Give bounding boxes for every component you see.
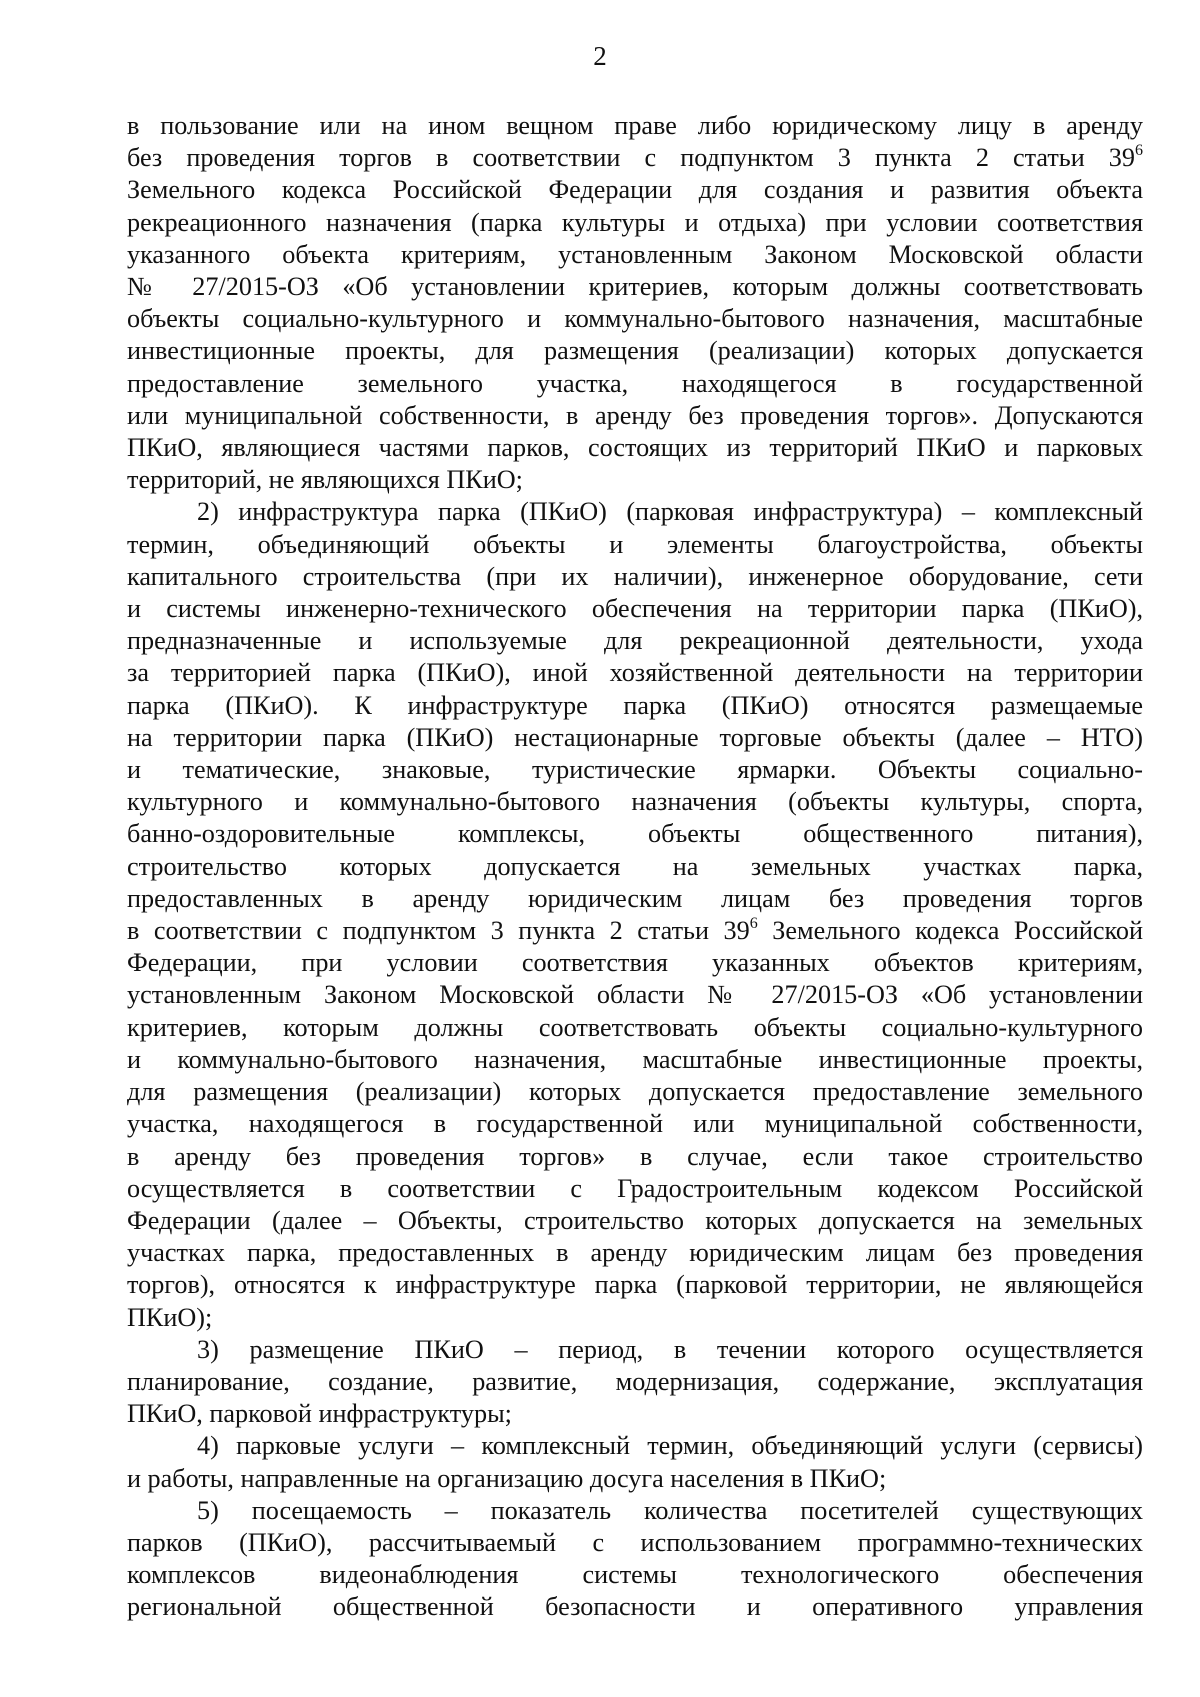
text-line: рекреационного назначения (парка культуры и отдыха) при условии соответствия bbox=[127, 207, 1143, 237]
text-line: участках парка, предоставленных в аренду юридическим лицам без проведения bbox=[127, 1238, 1143, 1268]
text-line: парков (ПКиО), рассчитываемый с использованием программно-технических bbox=[127, 1527, 1143, 1557]
paragraph-p4 bbox=[127, 1495, 1143, 1624]
text-line: ПКиО, являющиеся частями парков, состоящих из территорий ПКиО и парковых bbox=[127, 433, 1143, 463]
text-line: 4) парковые услуги – комплексный термин, объединяющий услуги (сервисы) bbox=[197, 1431, 1143, 1461]
text-line: капитального строительства (при их наличии), инженерное оборудование, сети bbox=[127, 561, 1143, 591]
text-line: банно-оздоровительные комплексы, объекты общественного питания), bbox=[127, 819, 1143, 849]
text-line: критериев, которым должны соответствовать объекты социально-культурного bbox=[127, 1012, 1143, 1042]
text-line: предоставленных в аренду юридическим лицам без проведения торгов bbox=[127, 883, 1143, 913]
paragraph-p2 bbox=[127, 1334, 1143, 1431]
text-line: предназначенные и используемые для рекреационной деятельности, ухода bbox=[127, 626, 1143, 656]
text-line: Федерации, при условии соответствия указанных объектов критериям, bbox=[127, 948, 1143, 978]
text-line: осуществляется в соответствии с Градостроительным кодексом Российской bbox=[127, 1173, 1143, 1203]
text-line: и коммунально-бытового назначения, масштабные инвестиционные проекты, bbox=[127, 1044, 1143, 1074]
text-line: предоставление земельного участка, находящегося в государственной bbox=[127, 368, 1143, 398]
text-line: указанного объекта критериям, установленным Законом Московской области bbox=[127, 239, 1143, 269]
text-line: и тематические, знаковые, туристические ярмарки. Объекты социально- bbox=[127, 755, 1143, 785]
text-line: ПКиО); bbox=[127, 1302, 213, 1332]
text-line: Земельного кодекса Российской Федерации для создания и развития объекта bbox=[127, 175, 1143, 205]
text-line: торгов), относятся к инфраструктуре парка (парковой территории, не являющейся bbox=[127, 1270, 1143, 1300]
text-line: 2) инфраструктура парка (ПКиО) (парковая инфраструктура) – комплексный bbox=[197, 497, 1143, 527]
text-line: планирование, создание, развитие, модернизация, содержание, эксплуатация bbox=[127, 1366, 1143, 1396]
text-line: для размещения (реализации) которых допускается предоставление земельного bbox=[127, 1077, 1143, 1107]
text-line: на территории парка (ПКиО) нестационарные торговые объекты (далее – НТО) bbox=[127, 722, 1143, 752]
text-line: в соответствии с подпунктом 3 пункта 2 статьи $39^6$ Земельного кодекса Российской bbox=[127, 915, 1143, 946]
text-line: участка, находящегося в государственной или муниципальной собственности, bbox=[127, 1109, 1143, 1139]
text-line: региональной общественной безопасности и оперативного управления bbox=[127, 1592, 1143, 1622]
text-line: и работы, направленные на организацию досуга населения в ПКиО; bbox=[127, 1463, 887, 1493]
text-line: в пользование или на ином вещном праве либо юридическому лицу в аренду bbox=[127, 111, 1143, 140]
text-line: парка (ПКиО). К инфраструктуре парка (ПКиО) относятся размещаемые bbox=[127, 690, 1143, 720]
text-line: 5) посещаемость – показатель количества посетителей существующих bbox=[197, 1495, 1143, 1525]
paragraph-p0 bbox=[127, 110, 1143, 496]
paragraph-p3 bbox=[127, 1430, 1143, 1494]
text-line: и системы инженерно-технического обеспечения на территории парка (ПКиО), bbox=[127, 594, 1143, 624]
text-line: ПКиО, парковой инфраструктуры; bbox=[127, 1399, 512, 1429]
text-line: № 27/2015-ОЗ «Об установлении критериев, которым должны соответствовать bbox=[127, 272, 1143, 302]
text-line: в аренду без проведения торгов» в случае, если такое строительство bbox=[127, 1141, 1143, 1171]
text-line: термин, объединяющий объекты и элементы благоустройства, объекты bbox=[127, 529, 1143, 559]
text-line: комплексов видеонаблюдения системы технологического обеспечения bbox=[127, 1560, 1143, 1590]
text-line: 3) размещение ПКиО – период, в течении которого осуществляется bbox=[197, 1334, 1143, 1364]
text-line: инвестиционные проекты, для размещения (реализации) которых допускается bbox=[127, 336, 1143, 366]
text-line: объекты социально-культурного и коммунально-бытового назначения, масштабные bbox=[127, 304, 1143, 334]
text-line: за территорией парка (ПКиО), иной хозяйственной деятельности на территории bbox=[127, 658, 1143, 688]
text-line: территорий, не являющихся ПКиО; bbox=[127, 465, 523, 495]
text-line: Федерации (далее – Объекты, строительство которых допускается на земельных bbox=[127, 1205, 1143, 1235]
text-line: установленным Законом Московской области № 27/2015-ОЗ «Об установлении bbox=[127, 980, 1143, 1010]
text-line: культурного и коммунально-бытового назначения (объекты культуры, спорта, bbox=[127, 787, 1143, 817]
paragraph-p1 bbox=[127, 496, 1143, 1333]
text-line: строительство которых допускается на земельных участках парка, bbox=[127, 851, 1143, 881]
text-line: или муниципальной собственности, в аренду без проведения торгов». Допускаются bbox=[127, 400, 1143, 430]
page-number: 2 bbox=[593, 41, 607, 71]
text-line: без проведения торгов в соответствии с подпунктом 3 пункта 2 статьи $39^6$ bbox=[127, 142, 1143, 173]
document-body bbox=[127, 110, 1143, 1624]
